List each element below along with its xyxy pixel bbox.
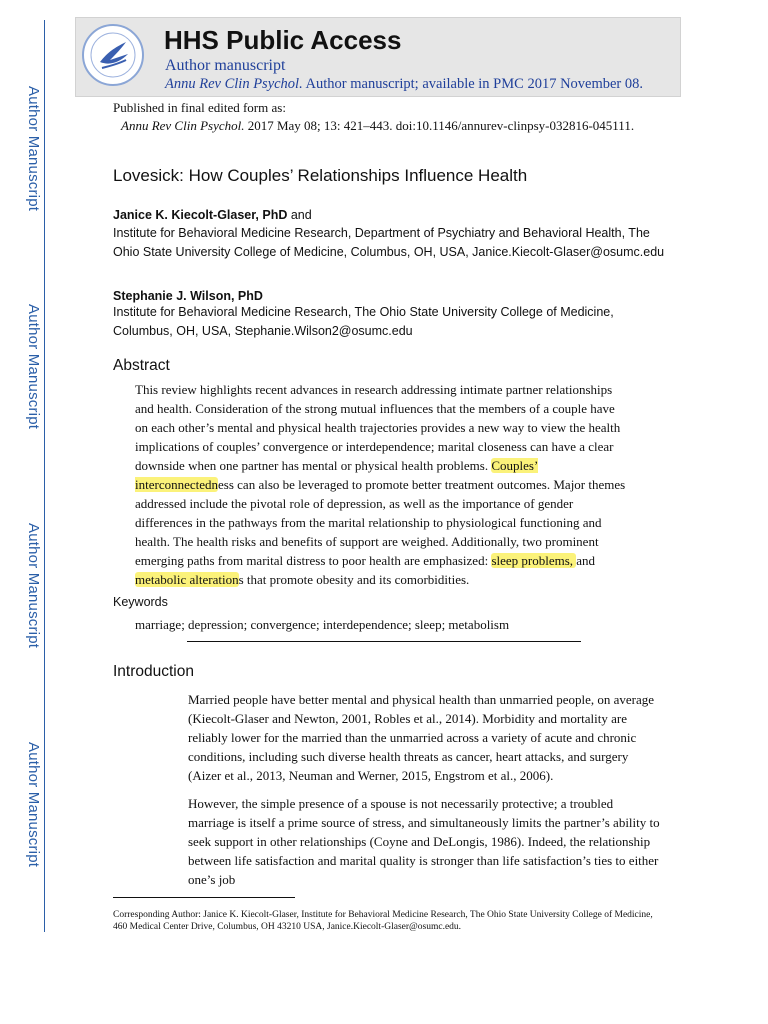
highlight-couples-interconnectedness: Couples’ interconnectedn bbox=[135, 458, 539, 492]
corresponding-author-footnote: Corresponding Author: Janice K. Kiecolt-Glaser, Institute for Behavioral Medicine Research, The Ohio State University College of Medicine, 460 Medical Center Drive, Columbus, OH 43210 USA, Janice.Kiecolt-Glaser@osumc.edu. bbox=[113, 910, 653, 932]
availability-note: Author manuscript; available in PMC 2017 November 08. bbox=[302, 76, 644, 92]
author-name bbox=[113, 208, 312, 222]
hhs-subtitle[interactable]: Author manuscript bbox=[165, 57, 286, 74]
abstract-text-segment: This review highlights recent advances in research addressing intimate partner relationships and health. Consideration of the strong mutual influences that the members of a couple have on each other’s mental and physical health trajectories provides a new way to view the health implications of couples’ convergence or interdependence; marital closeness can have a clear downside when one partner has mental or physical health problems. bbox=[135, 382, 621, 473]
author-name bbox=[113, 289, 263, 303]
footnote-divider bbox=[113, 897, 295, 898]
introduction-paragraph-2: However, the simple presence of a spouse is not necessarily protective; a troubled marriage is itself a prime source of stress, and simultaneously limits the partner’s ability to seek support in other relationships (Coyne and DeLongis, 1986). Indeed, the relationship between life satisfaction and marital quality is stronger than life satisfaction’s ties to either one’s job bbox=[188, 796, 660, 887]
abstract-text-segment: and bbox=[576, 553, 596, 568]
side-label-author-manuscript: Author Manuscript bbox=[25, 742, 42, 868]
author-1-name: Janice K. Kiecolt-Glaser, PhD bbox=[113, 208, 288, 222]
journal-name: Annu Rev Clin Psychol. bbox=[165, 76, 303, 92]
publication-reference bbox=[121, 118, 634, 134]
author-2-name: Stephanie J. Wilson, PhD bbox=[113, 289, 263, 303]
author-2-affiliation: Institute for Behavioral Medicine Research, The Ohio State University College of Medicine, Columbus, OH, USA, Stephanie.Wilson2@osumc.edu bbox=[113, 305, 614, 338]
side-label-author-manuscript: Author Manuscript bbox=[25, 86, 42, 212]
introduction-paragraph-1: Married people have better mental and physical health than unmarried people, on average (Kiecolt-Glaser and Newton, 2001, Robles et al., 2014). Morbidity and mortality are reliably lower for the married than the unmarried across a variety of acute and chronic conditions, including such diverse health threats as cancer, heart attacks, and surgery (Aizer et al., 2013, Neuman and Werner, 2015, Engstrom et al., 2006). bbox=[188, 692, 655, 783]
side-rail bbox=[44, 20, 45, 932]
abstract-text-segment: s that promote obesity and its comorbidities. bbox=[238, 572, 470, 587]
citation-details: 2017 May 08; 13: 421–443. doi:10.1146/annurev-clinpsy-032816-045111. bbox=[244, 118, 635, 133]
keywords-divider bbox=[187, 641, 581, 642]
author-1-affiliation: Institute for Behavioral Medicine Research, Department of Psychiatry and Behavioral Health, The Ohio State University College of Medicine, Columbus, OH, USA, Janice.Kiecolt-Glaser@osumc.edu bbox=[113, 226, 665, 259]
hhs-title: HHS Public Access bbox=[164, 25, 402, 55]
hhs-seal-icon bbox=[82, 24, 144, 86]
highlight-metabolic-alterations: metabolic alteration bbox=[135, 572, 239, 587]
introduction-heading: Introduction bbox=[113, 663, 194, 680]
abstract-text-segment: ess can also be leveraged to promote better treatment outcomes. Major themes addressed include the pivotal role of depression, as well as the importance of gender differences in the pathways from the marital relationship to physiological functioning and health. The health risks and benefits of support are weighed. Additionally, two prominent emerging paths from marital distress to poor health are emphasized: bbox=[135, 477, 626, 568]
keywords-list: marriage; depression; convergence; interdependence; sleep; metabolism bbox=[135, 617, 510, 632]
author-conjunction: and bbox=[287, 208, 312, 222]
eagle-icon bbox=[84, 26, 142, 84]
abstract-heading: Abstract bbox=[113, 357, 170, 374]
keywords-heading: Keywords bbox=[113, 595, 168, 609]
hhs-journal-line[interactable] bbox=[165, 76, 643, 93]
journal-name: Annu Rev Clin Psychol. bbox=[121, 118, 245, 133]
paper-title: Lovesick: How Couples’ Relationships Influence Health bbox=[113, 166, 528, 185]
side-label-author-manuscript: Author Manuscript bbox=[25, 304, 42, 430]
abstract-text bbox=[135, 380, 629, 589]
published-label: Published in final edited form as: bbox=[113, 100, 286, 115]
highlight-sleep-problems: sleep problems, bbox=[491, 553, 577, 568]
side-label-author-manuscript: Author Manuscript bbox=[25, 523, 42, 649]
